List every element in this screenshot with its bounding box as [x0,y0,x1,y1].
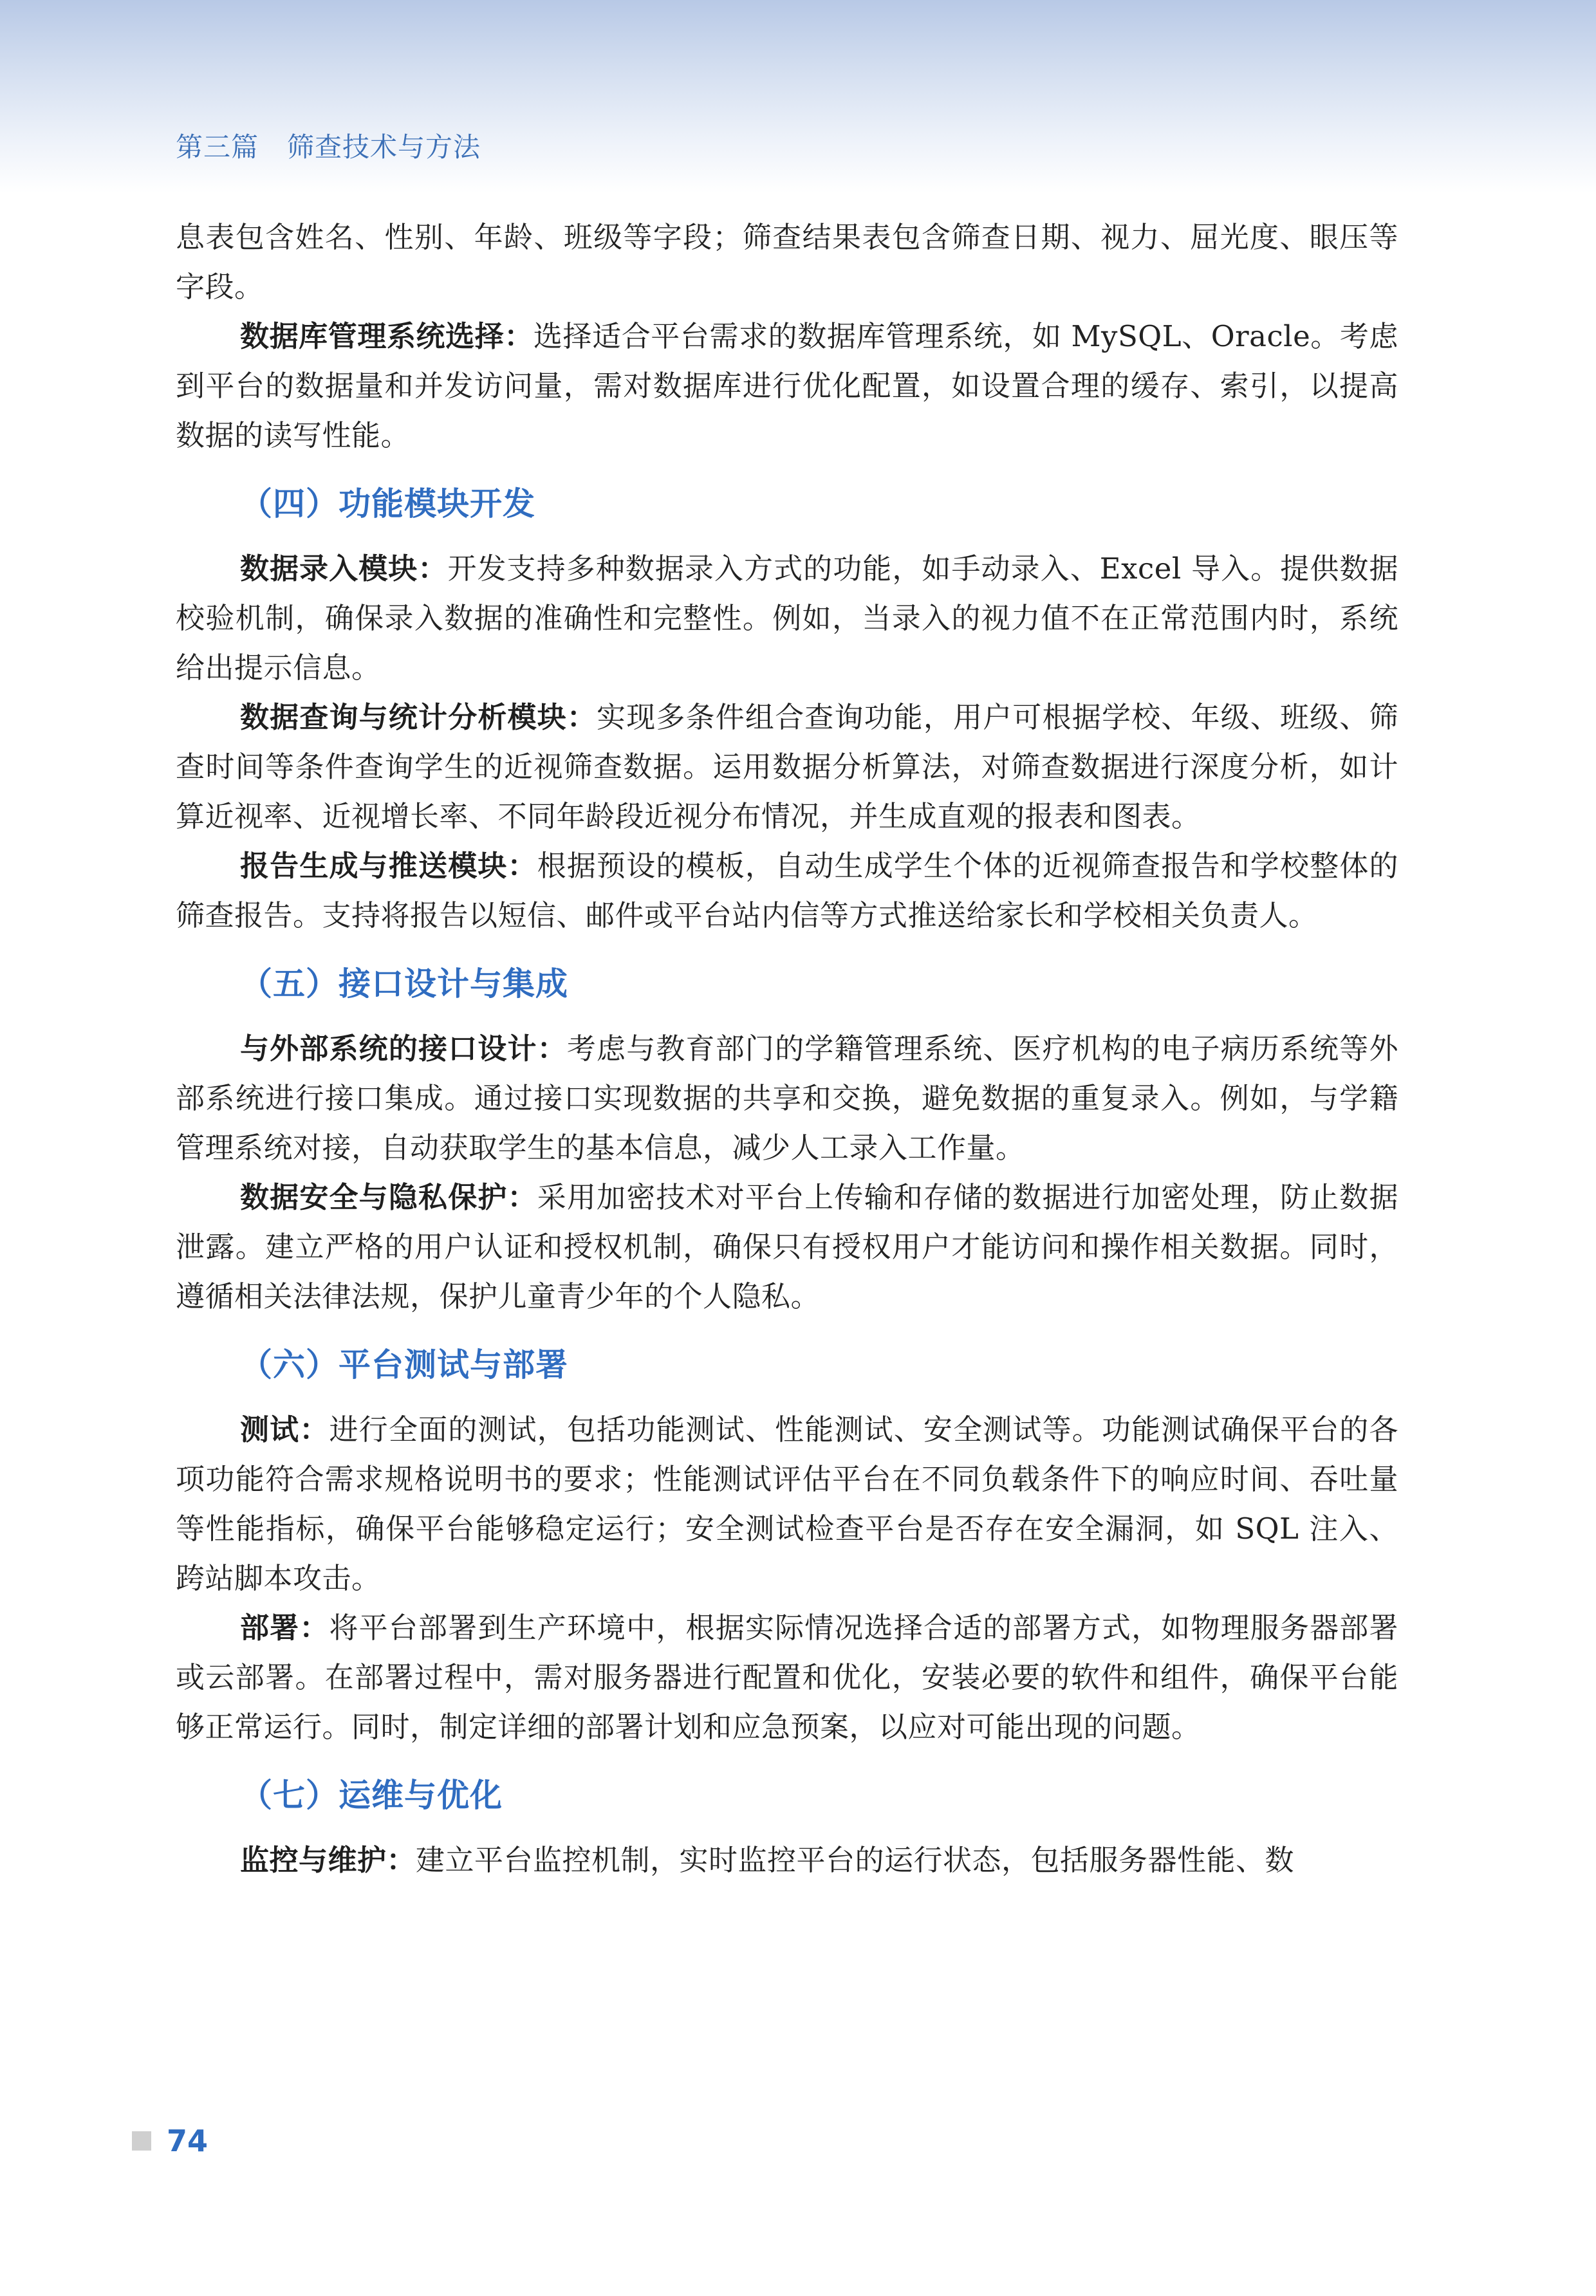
paragraph [176,1835,1398,1885]
paragraph [176,692,1398,841]
part-label: 第三篇 [176,131,259,163]
paragraph-text: 开发支持多种数据录入方式的功能，如手动录入、Excel 导入。提供数据校验机制，确保录入数据的准确性和完整性。例如，当录入的视力值不在正常范围内时，系统给出提示信息。 [176,551,1398,685]
paragraph [176,841,1398,940]
paragraph-lead: 数据安全与隐私保护： [240,1180,537,1214]
page-body [176,212,1398,1885]
part-title: 筛查技术与方法 [287,131,481,163]
paragraph [176,1172,1398,1321]
page-number: 74 [167,2124,209,2158]
running-header [176,126,481,165]
paragraph [176,311,1398,460]
section-heading-6: （六）平台测试与部署 [240,1346,568,1384]
paragraph-text: 建立平台监控机制，实时监控平台的运行状态，包括服务器性能、数 [416,1843,1295,1877]
paragraph-lead: 测试： [240,1412,329,1447]
paragraph [176,212,1398,311]
paragraph [176,1024,1398,1172]
paragraph-lead: 与外部系统的接口设计： [240,1032,567,1066]
paragraph [176,1405,1398,1603]
paragraph-text: 进行全面的测试，包括功能测试、性能测试、安全测试等。功能测试确保平台的各项功能符合需求规格说明书的要求；性能测试评估平台在不同负载条件下的响应时间、吞吐量等性能指标，确保平台能够稳定运行；安全测试检查平台是否存在安全漏洞，如 SQL 注入、跨站脚本攻击。 [176,1412,1398,1595]
paragraph-lead: 数据录入模块： [240,551,448,586]
page-footer [132,2124,208,2158]
paragraph [176,544,1398,692]
paragraph-lead: 监控与维护： [240,1843,416,1877]
paragraph [176,1603,1398,1752]
paragraph-lead: 数据查询与统计分析模块： [240,700,597,734]
section-heading-7: （七）运维与优化 [240,1777,503,1814]
paragraph-text: 息表包含姓名、性别、年龄、班级等字段；筛查结果表包含筛查日期、视力、屈光度、眼压等字段。 [176,220,1398,304]
footer-square-marker [132,2131,151,2151]
section-heading-5: （五）接口设计与集成 [240,965,568,1003]
paragraph-text: 采用加密技术对平台上传输和存储的数据进行加密处理，防止数据泄露。建立严格的用户认证和授权机制，确保只有授权用户才能访问和操作相关数据。同时，遵循相关法律法规，保护儿童青少年的个人隐私。 [176,1180,1398,1313]
paragraph-lead: 部署： [240,1611,329,1645]
paragraph-text: 选择适合平台需求的数据库管理系统，如 MySQL、Oracle。考虑到平台的数据量和并发访问量，需对数据库进行优化配置，如设置合理的缓存、索引，以提高数据的读写性能。 [176,319,1398,452]
paragraph-text: 考虑与教育部门的学籍管理系统、医疗机构的电子病历系统等外部系统进行接口集成。通过接口实现数据的共享和交换，避免数据的重复录入。例如，与学籍管理系统对接，自动获取学生的基本信息，减少人工录入工作量。 [176,1032,1398,1165]
paragraph-text: 实现多条件组合查询功能，用户可根据学校、年级、班级、筛查时间等条件查询学生的近视筛查数据。运用数据分析算法，对筛查数据进行深度分析，如计算近视率、近视增长率、不同年龄段近视分布情况，并生成直观的报表和图表。 [176,700,1398,833]
section-heading-4: （四）功能模块开发 [240,485,535,523]
paragraph-text: 根据预设的模板，自动生成学生个体的近视筛查报告和学校整体的筛查报告。支持将报告以短信、邮件或平台站内信等方式推送给家长和学校相关负责人。 [176,849,1398,932]
paragraph-text: 将平台部署到生产环境中，根据实际情况选择合适的部署方式，如物理服务器部署或云部署。在部署过程中，需对服务器进行配置和优化，安装必要的软件和组件，确保平台能够正常运行。同时，制定详细的部署计划和应急预案，以应对可能出现的问题。 [176,1611,1398,1744]
paragraph-lead: 数据库管理系统选择： [240,319,534,353]
paragraph-lead: 报告生成与推送模块： [240,849,537,883]
